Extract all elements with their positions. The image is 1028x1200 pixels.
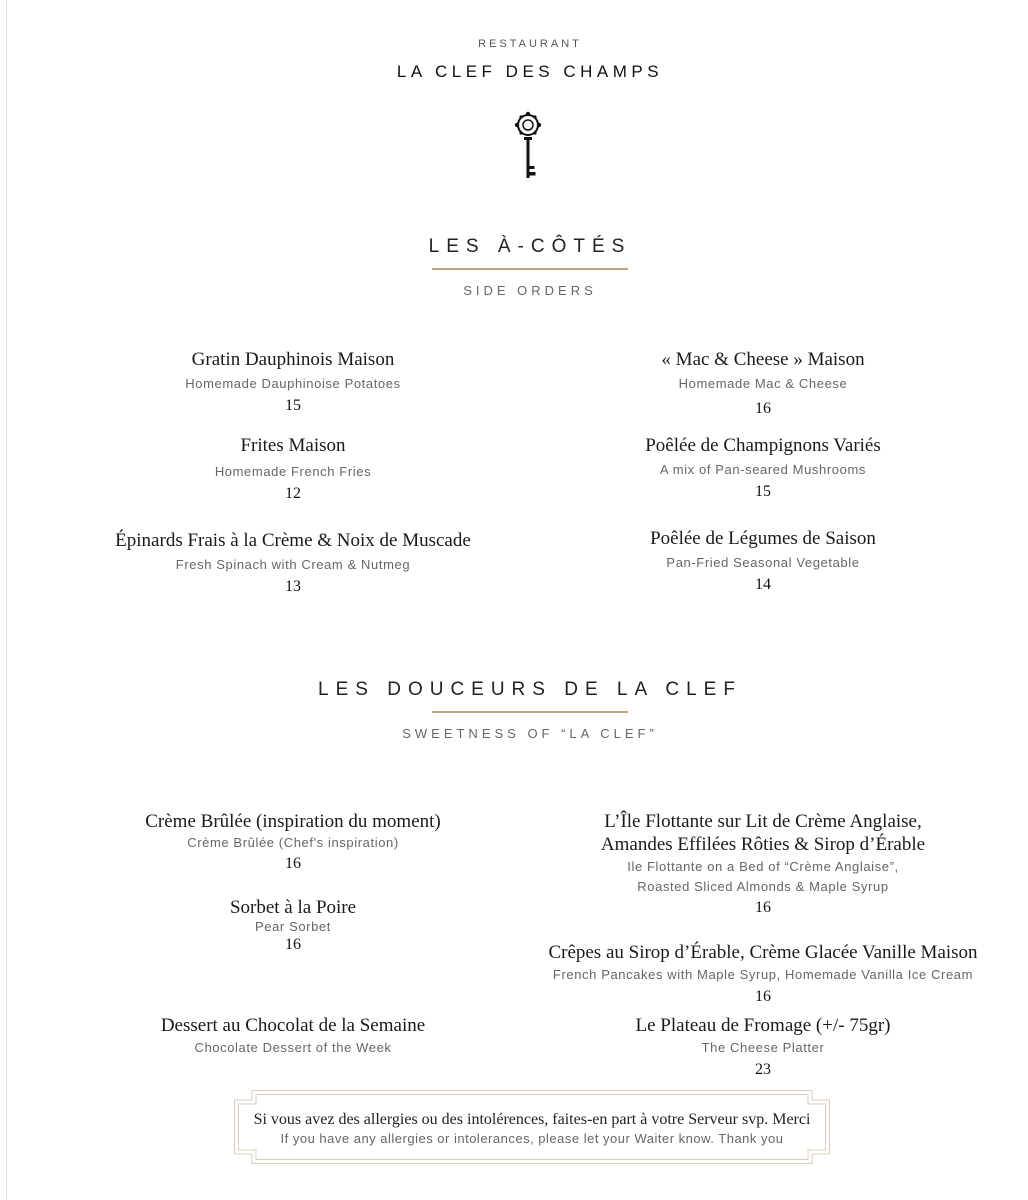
sides-gold-rule (432, 268, 628, 270)
desserts-title: LES DOUCEURS DE LA CLEF (318, 679, 742, 700)
item-name-en: The Cheese Platter (701, 1040, 825, 1055)
item-name-en: French Pancakes with Maple Syrup, Homemade Vanilla Ice Cream (552, 967, 974, 982)
item-price: 16 (755, 988, 771, 1005)
item-name-en: Fresh Spinach with Cream & Nutmeg (175, 557, 411, 572)
item-name-en-line1: Ile Flottante on a Bed of “Crème Anglaise”, (627, 859, 899, 874)
item-name-en: Homemade French Fries (214, 464, 372, 479)
item-price: 14 (755, 576, 771, 593)
item-price: 15 (285, 397, 301, 414)
dessert-item-ile-flottante (533, 810, 993, 918)
item-name-en: Pan-Fried Seasonal Vegetable (666, 555, 860, 570)
side-item-mac-cheese (533, 348, 993, 419)
item-name-fr: Épinards Frais à la Crème & Noix de Muscade (115, 530, 471, 551)
allergy-notice (234, 1090, 830, 1164)
side-item-champignons (533, 434, 993, 502)
item-price: 15 (755, 483, 771, 500)
item-name-fr: Crêpes au Sirop d’Érable, Crème Glacée Vanille Maison (548, 942, 978, 963)
item-price: 16 (755, 899, 771, 916)
desserts-section-header (0, 679, 1028, 741)
page-edge-divider (6, 0, 7, 1200)
item-name-fr-line2: Amandes Effilées Rôties & Sirop d’Érable (600, 834, 926, 855)
side-item-epinards (93, 529, 493, 597)
dessert-item-chocolat (93, 1014, 493, 1058)
sides-section-header (0, 236, 1028, 298)
item-name-en-line2: Roasted Sliced Almonds & Maple Syrup (637, 879, 889, 894)
desserts-subtitle: SWEETNESS OF “LA CLEF” (402, 726, 658, 741)
item-name-fr: Dessert au Chocolat de la Semaine (160, 1015, 426, 1036)
dessert-item-crepes (533, 941, 993, 1007)
item-price: 13 (285, 578, 301, 595)
item-name-fr: Poêlée de Champignons Variés (645, 435, 881, 456)
item-name-fr: « Mac & Cheese » Maison (661, 349, 865, 370)
restaurant-eyebrow: RESTAURANT (478, 38, 582, 50)
side-item-legumes (533, 527, 993, 595)
item-name-en: Homemade Dauphinoise Potatoes (185, 376, 401, 391)
ornate-key-icon (513, 110, 543, 182)
restaurant-name: LA CLEF DES CHAMPS (396, 62, 664, 81)
notice-fr: Si vous avez des allergies ou des intolérences, faites-en part à votre Serveur svp. Merci (253, 1111, 811, 1128)
item-name-en: Pear Sorbet (255, 919, 331, 934)
item-price: 23 (755, 1061, 771, 1078)
sides-subtitle: SIDE ORDERS (463, 283, 597, 298)
item-name-en: Crème Brûlée (Chef's inspiration) (187, 835, 399, 850)
item-name-en: Homemade Mac & Cheese (678, 376, 848, 391)
item-price: 16 (285, 936, 301, 953)
item-name-fr: Le Plateau de Fromage (+/- 75gr) (635, 1015, 891, 1036)
side-item-frites (93, 434, 493, 504)
dessert-item-creme-brulee (93, 810, 493, 874)
dessert-item-sorbet (93, 896, 493, 955)
item-price: 16 (285, 855, 301, 872)
item-name-fr: Poêlée de Légumes de Saison (650, 528, 876, 549)
side-item-gratin (93, 348, 493, 416)
item-name-en: A mix of Pan-seared Mushrooms (660, 462, 866, 477)
desserts-gold-rule (432, 711, 628, 713)
item-name-fr-line1: L’Île Flottante sur Lit de Crème Anglaise, (604, 811, 922, 832)
item-price: 12 (285, 485, 301, 502)
dessert-item-fromage (533, 1014, 993, 1080)
notice-text (234, 1110, 830, 1148)
item-name-fr: Gratin Dauphinois Maison (191, 349, 395, 370)
item-name-fr: Crème Brûlée (inspiration du moment) (145, 811, 441, 832)
sides-title: LES À-CÔTÉS (428, 236, 632, 257)
item-name-fr: Sorbet à la Poire (229, 897, 357, 918)
item-price: 16 (755, 400, 771, 417)
item-name-fr: Frites Maison (240, 435, 346, 456)
notice-en: If you have any allergies or intolerances, please let your Waiter know. Thank you (280, 1131, 784, 1146)
item-name-en: Chocolate Dessert of the Week (194, 1040, 392, 1055)
menu-header (0, 38, 1028, 82)
